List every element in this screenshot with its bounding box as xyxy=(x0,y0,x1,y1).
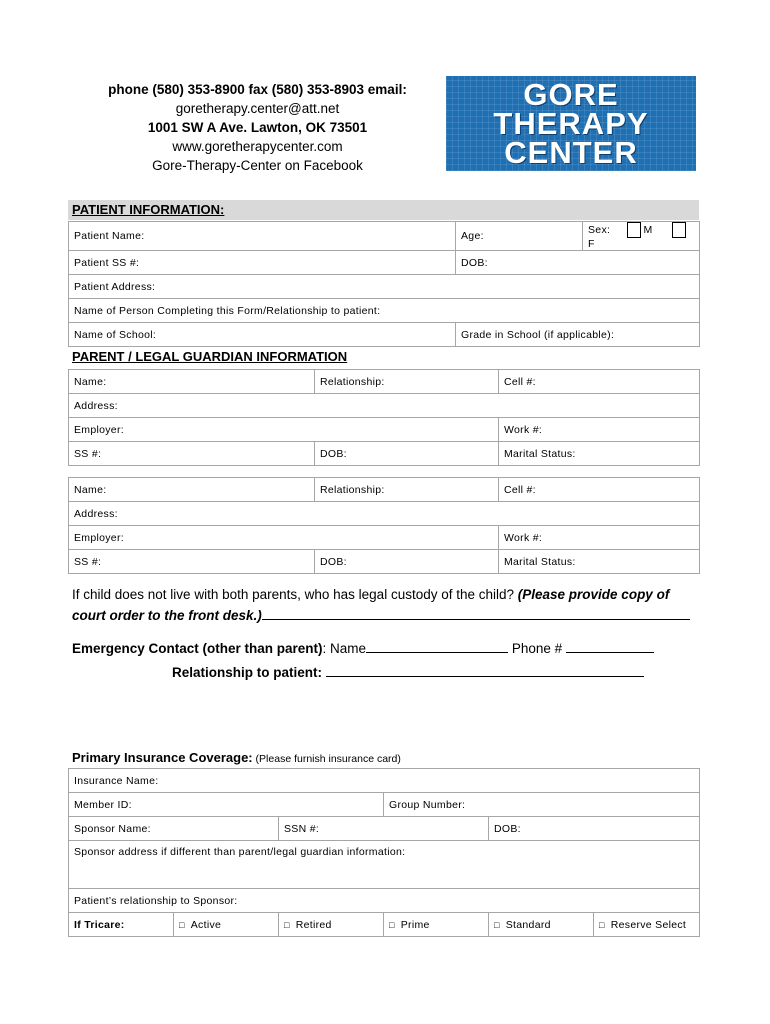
guardian-1-dob-field[interactable]: DOB: xyxy=(315,442,499,466)
emergency-relationship-line xyxy=(172,662,672,683)
header-website: www.goretherapycenter.com xyxy=(172,139,343,154)
guardian-1-relationship-field[interactable]: Relationship: xyxy=(315,370,499,394)
insurance-note: (Please furnish insurance card) xyxy=(252,753,401,765)
patient-name-field[interactable]: Patient Name: xyxy=(69,222,456,251)
tricare-option-label: Retired xyxy=(295,918,332,931)
tricare-option-active[interactable] xyxy=(174,913,279,937)
insurance-table xyxy=(68,768,700,937)
emergency-phone-line[interactable] xyxy=(566,638,654,653)
patient-age-field[interactable]: Age: xyxy=(456,222,583,251)
gore-therapy-center-logo xyxy=(446,76,696,171)
sex-label: Sex: xyxy=(588,223,611,236)
member-id-field[interactable]: Member ID: xyxy=(69,793,384,817)
emergency-phone-label: Phone # xyxy=(508,641,566,656)
insurance-title: Primary Insurance Coverage: xyxy=(72,750,253,765)
male-checkbox[interactable] xyxy=(627,222,641,238)
tricare-option-label: Standard xyxy=(505,918,551,931)
insurance-name-field[interactable]: Insurance Name: xyxy=(69,769,700,793)
logo-text-line-2: THERAPY xyxy=(493,106,649,141)
tricare-option-standard[interactable] xyxy=(489,913,594,937)
sponsor-name-field[interactable]: Sponsor Name: xyxy=(69,817,279,841)
patient-section-title: PATIENT INFORMATION: xyxy=(72,202,225,217)
checkbox-icon[interactable]: □ xyxy=(179,919,185,930)
tricare-option-prime[interactable] xyxy=(384,913,489,937)
guardian-2-address-field[interactable]: Address: xyxy=(69,502,700,526)
guardian-2-cell-field[interactable]: Cell #: xyxy=(499,478,700,502)
guardian-1-ss-field[interactable]: SS #: xyxy=(69,442,315,466)
guardian-section-title: PARENT / LEGAL GUARDIAN INFORMATION xyxy=(72,349,348,364)
custody-answer-line[interactable] xyxy=(262,605,690,620)
guardian-2-ss-field[interactable]: SS #: xyxy=(69,550,315,574)
patient-info-table xyxy=(68,221,700,347)
tricare-option-reserve-select[interactable] xyxy=(594,913,700,937)
guardian-2-relationship-field[interactable]: Relationship: xyxy=(315,478,499,502)
guardian-1-employer-field[interactable]: Employer: xyxy=(69,418,499,442)
patient-ss-field[interactable]: Patient SS #: xyxy=(69,251,456,275)
tricare-option-label: Prime xyxy=(400,918,430,931)
emergency-relationship-blank[interactable] xyxy=(326,662,644,677)
patient-sex-field xyxy=(583,222,700,251)
emergency-relationship-label: Relationship to patient: xyxy=(172,665,326,680)
header-address: 1001 SW A Ave. Lawton, OK 73501 xyxy=(147,120,368,135)
guardian-2-marital-field[interactable]: Marital Status: xyxy=(499,550,700,574)
custody-question xyxy=(72,584,702,626)
insurance-heading xyxy=(72,750,401,765)
guardian-2-name-field[interactable]: Name: xyxy=(69,478,315,502)
checkbox-icon[interactable]: □ xyxy=(284,919,290,930)
custody-instruction: (Please provide copy of court order to the front desk.) xyxy=(72,587,670,623)
header-facebook: Gore-Therapy-Center on Facebook xyxy=(152,158,363,173)
guardian-1-name-field[interactable]: Name: xyxy=(69,370,315,394)
checkbox-icon[interactable]: □ xyxy=(389,919,395,930)
logo-text-line-1: GORE xyxy=(523,77,619,112)
tricare-option-label: Active xyxy=(190,918,222,931)
checkbox-icon[interactable]: □ xyxy=(599,919,605,930)
patient-address-field[interactable]: Patient Address: xyxy=(69,275,700,299)
checkbox-icon[interactable]: □ xyxy=(494,919,500,930)
guardian-2-table xyxy=(68,477,700,574)
header-contact-line: phone (580) 353-8900 fax (580) 353-8903 email: xyxy=(108,82,407,97)
guardian-1-work-field[interactable]: Work #: xyxy=(499,418,700,442)
emergency-name-label: : Name xyxy=(322,641,367,656)
guardian-1-cell-field[interactable]: Cell #: xyxy=(499,370,700,394)
custody-text: If child does not live with both parents, who has legal custody of the child? xyxy=(72,587,518,602)
school-grade-field[interactable]: Grade in School (if applicable): xyxy=(456,323,700,347)
guardian-2-dob-field[interactable]: DOB: xyxy=(315,550,499,574)
school-name-field[interactable]: Name of School: xyxy=(69,323,456,347)
female-label: F xyxy=(588,238,595,250)
male-label: M xyxy=(643,223,653,236)
guardian-1-marital-field[interactable]: Marital Status: xyxy=(499,442,700,466)
tricare-label: If Tricare: xyxy=(69,913,174,937)
female-checkbox[interactable] xyxy=(672,222,686,238)
patient-dob-field[interactable]: DOB: xyxy=(456,251,700,275)
sponsor-ssn-field[interactable]: SSN #: xyxy=(279,817,489,841)
sponsor-relationship-field[interactable]: Patient’s relationship to Sponsor: xyxy=(69,889,700,913)
form-completer-field[interactable]: Name of Person Completing this Form/Relationship to patient: xyxy=(69,299,700,323)
guardian-1-table xyxy=(68,369,700,466)
tricare-option-label: Reserve Select xyxy=(610,918,687,931)
tricare-option-retired[interactable] xyxy=(279,913,384,937)
guardian-1-address-field[interactable]: Address: xyxy=(69,394,700,418)
emergency-label: Emergency Contact (other than parent) xyxy=(72,641,323,656)
logo-text-line-3: CENTER xyxy=(504,135,638,170)
guardian-2-employer-field[interactable]: Employer: xyxy=(69,526,499,550)
emergency-name-line[interactable] xyxy=(366,638,508,653)
sponsor-address-field[interactable]: Sponsor address if different than parent/legal guardian information: xyxy=(69,841,700,889)
group-number-field[interactable]: Group Number: xyxy=(384,793,700,817)
sponsor-dob-field[interactable]: DOB: xyxy=(489,817,700,841)
header-email: goretherapy.center@att.net xyxy=(175,101,340,116)
guardian-2-work-field[interactable]: Work #: xyxy=(499,526,700,550)
emergency-contact-line xyxy=(72,638,712,659)
